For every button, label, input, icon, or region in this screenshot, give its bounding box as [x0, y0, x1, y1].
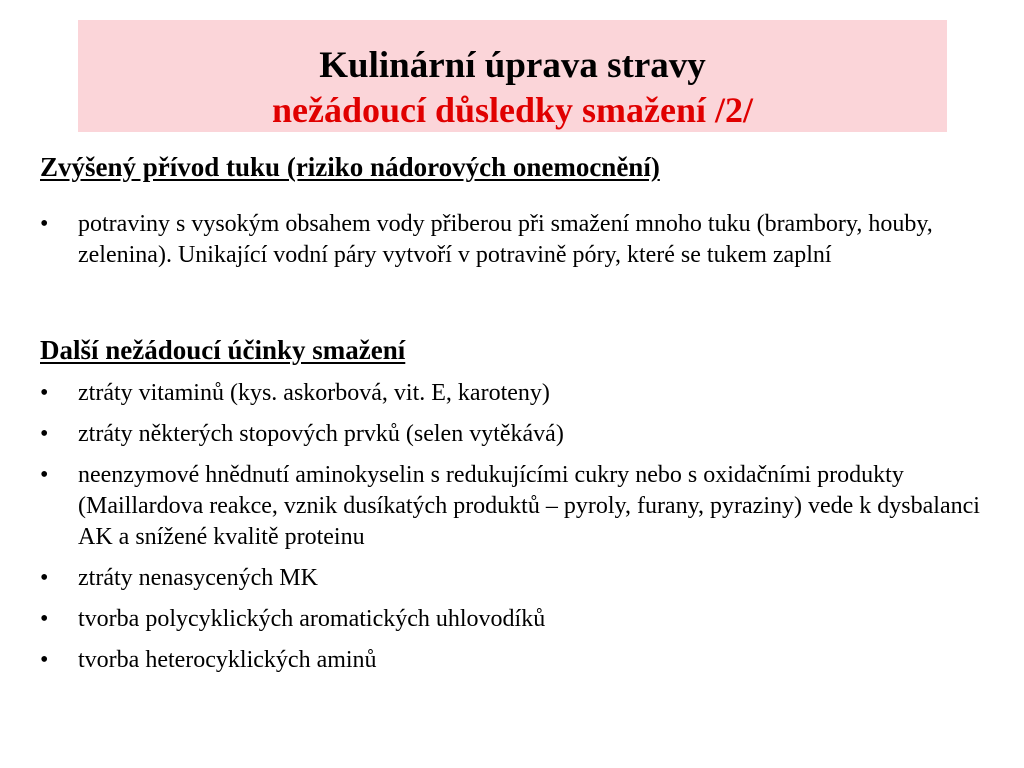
- list-item: [40, 460, 990, 553]
- section-heading-other-effects: Další nežádoucí účinky smažení: [40, 335, 406, 365]
- bullet-icon: •: [40, 565, 49, 591]
- list-item: [40, 419, 990, 450]
- list-item: [40, 645, 990, 676]
- title-box: [78, 20, 947, 132]
- list-item-text: ztráty vitaminů (kys. askorbová, vit. E, karoteny): [78, 380, 550, 406]
- bullet-icon: •: [40, 211, 49, 237]
- other-effects-list: [40, 378, 990, 686]
- list-item-text: ztráty některých stopových prvků (selen vytěkává): [78, 421, 564, 447]
- slide-subtitle: nežádoucí důsledky smažení /2/: [271, 90, 754, 130]
- list-item-text: potraviny s vysokým obsahem vody přiberou při smažení mnoho tuku (brambory, houby, zelenina). Unikající vodní páry vytvoří v potravině póry, které se tukem zaplní: [78, 211, 933, 268]
- fat-intake-list: [40, 209, 990, 271]
- list-item-text: neenzymové hnědnutí aminokyselin s redukujícími cukry nebo s oxidačními produkty (Maillardova reakce, vznik dusíkatých produktů – pyroly, furany, pyraziny) vede k dysbalanci AK a snížené kvalitě proteinu: [78, 462, 980, 550]
- list-item-text: tvorba polycyklických aromatických uhlovodíků: [78, 606, 546, 632]
- list-item: [40, 563, 990, 594]
- list-item: [40, 378, 990, 409]
- list-item-text: tvorba heterocyklických aminů: [78, 647, 377, 673]
- list-item: [40, 209, 990, 271]
- bullet-icon: •: [40, 380, 49, 406]
- bullet-icon: •: [40, 606, 49, 632]
- bullet-icon: •: [40, 462, 49, 488]
- bullet-icon: •: [40, 647, 49, 673]
- slide-title: Kulinární úprava stravy: [319, 45, 706, 86]
- list-item: [40, 604, 990, 635]
- list-item-text: ztráty nenasycených MK: [78, 565, 318, 591]
- bullet-icon: •: [40, 421, 49, 447]
- section-heading-fat-intake: Zvýšený přívod tuku (riziko nádorových onemocnění): [40, 152, 660, 182]
